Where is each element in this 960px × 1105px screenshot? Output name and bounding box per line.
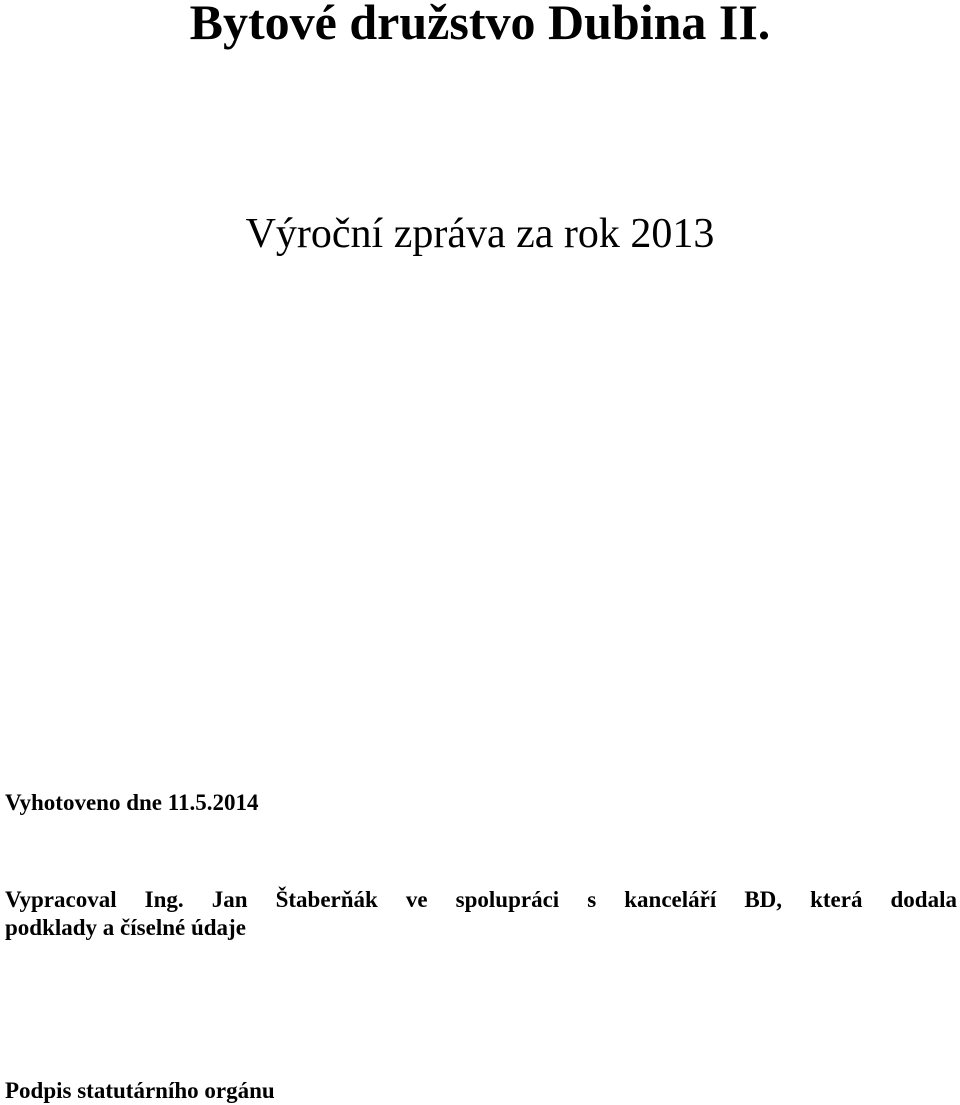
- document-title: Bytové družstvo Dubina II.: [189, 0, 771, 50]
- prepared-date-line: Vyhotoveno dne 11.5.2014: [5, 790, 259, 815]
- signature-line: Podpis statutárního orgánu: [5, 1078, 275, 1103]
- prepared-by-line-1: Vypracoval Ing. Jan Štaberňák ve spolupráci s kanceláří BD, která dodala: [5, 887, 957, 912]
- prepared-by-line-2: podklady a číselné údaje: [5, 915, 246, 940]
- document-subtitle: Výroční zpráva za rok 2013: [245, 211, 715, 257]
- prepared-by-paragraph: [5, 886, 957, 942]
